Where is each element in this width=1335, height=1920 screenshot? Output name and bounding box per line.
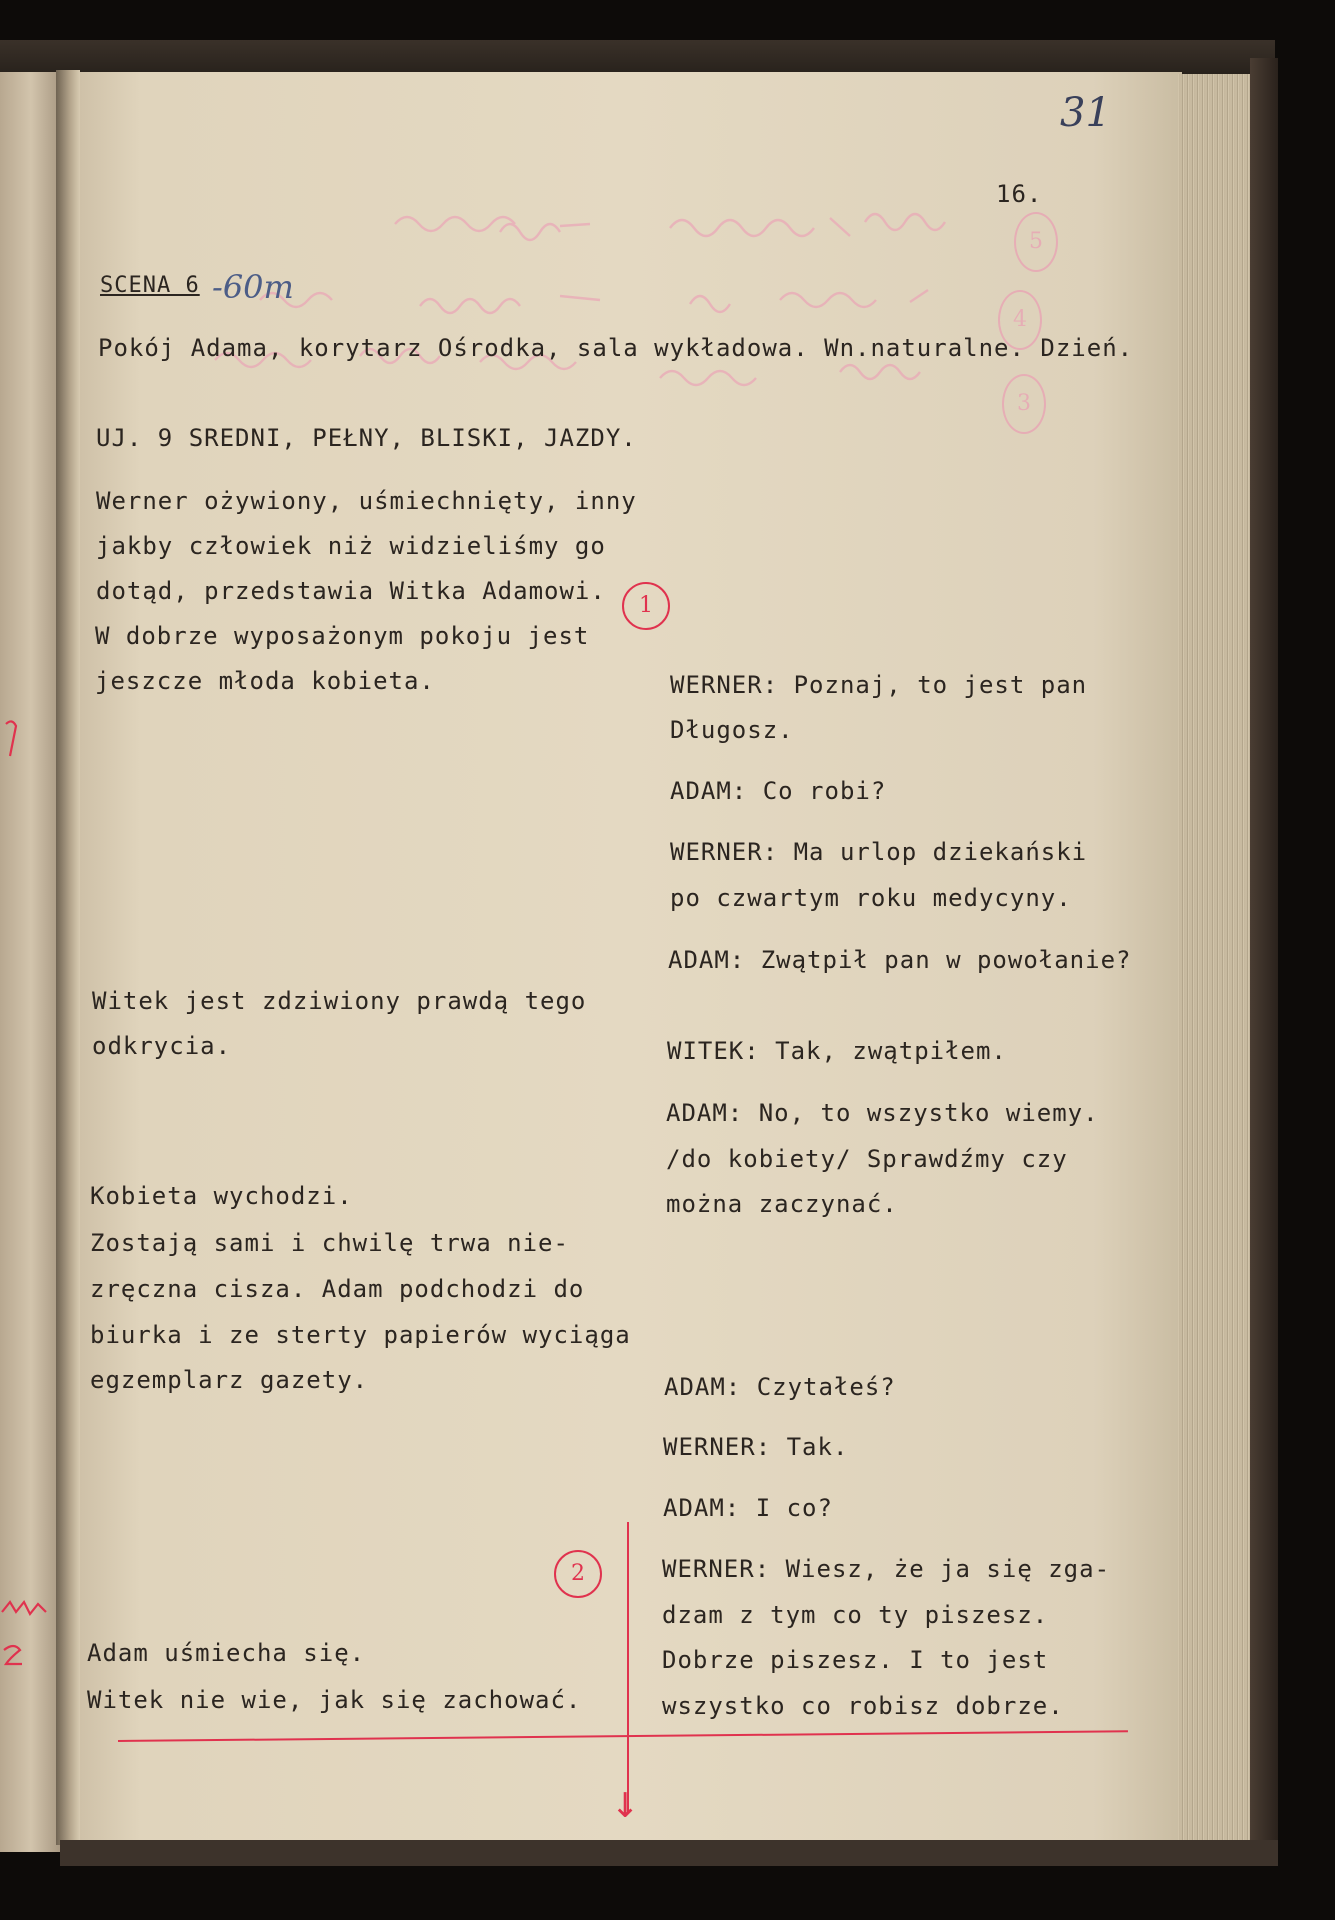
action-line: biurka i ze sterty papierów wyciąga (90, 1321, 631, 1349)
scene-location: Pokój Adama, korytarz Ośrodka, sala wykładowa. Wn.naturalne. Dzień. (98, 334, 1134, 362)
page-number: 16. (996, 180, 1043, 208)
dialogue-line: WERNER: Poznaj, to jest pan (670, 671, 1088, 699)
scene-heading: SCENA 6 (100, 273, 200, 298)
action-line: Adam uśmiecha się. (87, 1639, 366, 1667)
dialogue-line: Długosz. (670, 716, 794, 744)
archive-page-number: 31 (1060, 90, 1111, 136)
action-line: Werner ożywiony, uśmiechnięty, inny (96, 487, 637, 515)
faint-annotation-circle: 5 (1014, 212, 1058, 272)
dialogue-line: WERNER: Ma urlop dziekański (670, 838, 1088, 866)
dialogue-line: wszystko co robisz dobrze. (662, 1692, 1064, 1720)
action-line: jakby człowiek niż widzieliśmy go (96, 532, 606, 560)
dialogue-line: WITEK: Tak, zwątpiłem. (667, 1037, 1007, 1065)
dialogue-line: ADAM: Czytałeś? (664, 1373, 896, 1401)
dialogue-line: Dobrze piszesz. I to jest (662, 1646, 1049, 1674)
faint-annotation-circle: 3 (1002, 374, 1046, 434)
dialogue-line: ADAM: I co? (663, 1494, 833, 1522)
action-line: odkrycia. (92, 1032, 232, 1060)
action-line: Zostają sami i chwilę trwa nie- (90, 1229, 569, 1257)
dialogue-line: WERNER: Tak. (663, 1433, 849, 1461)
action-line: W dobrze wyposażonym pokoju jest (95, 622, 590, 650)
dialogue-line: można zaczynać. (666, 1190, 898, 1218)
scene-length-note: -60m (212, 268, 294, 306)
faint-annotation-circle: 4 (998, 290, 1042, 350)
red-pencil-vertical-line (627, 1522, 629, 1812)
red-pencil-arrow-down-icon: ↓ (611, 1786, 640, 1826)
left-margin-marks-svg (0, 0, 70, 1920)
annotation-circle: 2 (554, 1550, 602, 1598)
dialogue-line: ADAM: No, to wszystko wiemy. (666, 1099, 1099, 1127)
dialogue-line: WERNER: Wiesz, że ja się zga- (662, 1555, 1111, 1583)
dialogue-line: po czwartym roku medycyny. (670, 884, 1072, 912)
dialogue-line: ADAM: Zwątpił pan w powołanie? (668, 946, 1132, 974)
action-line: Witek nie wie, jak się zachować. (87, 1686, 582, 1714)
dialogue-line: dzam z tym co ty piszesz. (662, 1601, 1049, 1629)
action-line: Kobieta wychodzi. (90, 1182, 353, 1210)
shot-line: UJ. 9 SREDNI, PEŁNY, BLISKI, JAZDY. (96, 424, 637, 452)
action-line: zręczna cisza. Adam podchodzi do (90, 1275, 585, 1303)
dialogue-line: /do kobiety/ Sprawdźmy czy (666, 1145, 1068, 1173)
dialogue-line: ADAM: Co robi? (670, 777, 887, 805)
action-line: egzemplarz gazety. (90, 1366, 369, 1394)
action-line: dotąd, przedstawia Witka Adamowi. (96, 577, 606, 605)
annotation-circle: 1 (622, 582, 670, 630)
action-line: jeszcze młoda kobieta. (95, 667, 435, 695)
action-line: Witek jest zdziwiony prawdą tego (92, 987, 587, 1015)
